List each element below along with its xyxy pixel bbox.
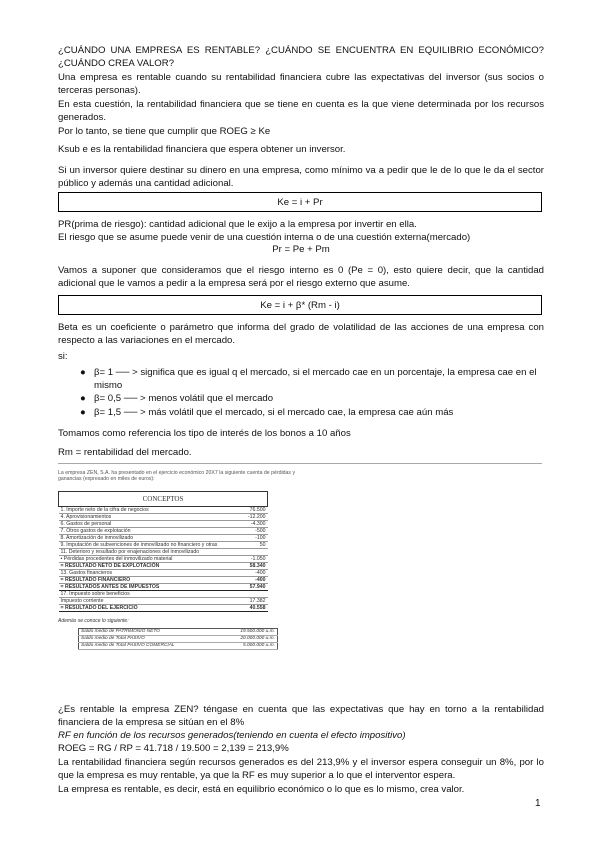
table-row: 4. Aprovisionamientos -12.200 <box>60 513 266 520</box>
paragraph-beta: Beta es un coeficiente o parámetro que informa del grado de volatilidad de las acciones de una empresa con respecto a las variaciones en el mercado. <box>58 322 544 347</box>
bullet-icon: ● <box>80 407 86 418</box>
paragraph-roeg-calc: ROEG = RG / RP = 41.718 / 19.500 = 2,139 = 213,9% <box>58 743 289 754</box>
page-title: ¿CUÁNDO UNA EMPRESA ES RENTABLE? ¿CUÁNDO SE ENCUENTRA EN EQUILIBRIO ECONÓMICO? ¿CUÁNDO CREA VALOR? <box>58 45 544 70</box>
table-header: CONCEPTOS <box>59 491 268 506</box>
bullet-icon: ● <box>80 367 86 378</box>
paragraph-cuestion: En esta cuestión, la rentabilidad financiera que se tiene en cuenta es la que viene determinada por los recursos generados. <box>58 99 544 124</box>
list-item: ● β= 1,5 ── > más volátil que el mercado, si el mercado cae, la empresa cae aún más <box>80 407 454 418</box>
averages-table <box>78 628 278 650</box>
formula-box-beta: Ke = i + β* (Rm - i) <box>58 295 542 315</box>
paragraph-rf: RF en función de los recursos generados(teniendo en cuenta el efecto impositivo) <box>58 730 406 741</box>
table-row: 7. Otros gastos de explotación -500 <box>60 527 266 534</box>
paragraph-ksub: Ksub e es la rentabilidad financiera que espera obtener un inversor. <box>58 144 346 155</box>
list-item: ● β= 0,5 ── > menos volátil que el mercado <box>80 393 274 404</box>
paragraph-riesgo: El riesgo que se asume puede venir de una cuestión interna o de una cuestión externa(mercado) <box>58 232 471 243</box>
table-row: = RESULTADO FINANCIERO -400 <box>60 576 266 583</box>
label-si: si: <box>58 351 68 362</box>
table-row: 8. Amortización de inmovilizado -100 <box>60 534 266 541</box>
table-row: Impuesto corriente 17.382 <box>60 597 266 604</box>
table-row: 13. Gastos financieros -400 <box>60 569 266 576</box>
table-row: 6. Gastos de personal -4.300 <box>60 520 266 527</box>
formula-pr: Pr = Pe + Pm <box>272 244 330 255</box>
income-statement-figure <box>58 470 310 650</box>
page-number: 1 <box>535 798 541 809</box>
figure-note: Además se conoce lo siguiente: <box>58 617 129 624</box>
table-row: Saldo medio de Total PASIVO 20.000.000 u.m. <box>79 635 278 642</box>
figure-intro: La empresa ZEN, S.A. ha presentado en el ejercicio económico 20X7 la siguiente cuenta de pérdidas y ganancias (expresado en miles de euros): <box>58 470 296 483</box>
table-row: 9. Imputación de subvenciones de inmovilizado no financiero y otras 50 <box>60 541 266 548</box>
paragraph-rm: Rm = rentabilidad del mercado. <box>58 447 192 458</box>
table-row: = RESULTADOS ANTES DE IMPUESTOS 57.940 <box>60 583 266 590</box>
table-row: = RESULTADO DEL EJERCICIO 40.558 <box>60 604 266 611</box>
paragraph-final: La empresa es rentable, es decir, está en equilibrio económico o lo que es lo mismo, crea valor. <box>58 784 465 795</box>
divider <box>58 463 542 464</box>
table-row: = RESULTADO NETO DE EXPLOTACIÓN 58.340 <box>60 562 266 569</box>
paragraph-suponer: Vamos a suponer que consideramos que el riesgo interno es 0 (Pe = 0), esto quiere decir, que la cantidad adicional que le vamos a pedir a la empresa será por el riesgo externo que asume. <box>58 265 544 290</box>
paragraph-conclusion: La rentabilidad financiera según recursos generados es del 213,9% y el inversor espera conseguir un 8%, por lo que la empresa es muy rentable, ya que la RF es muy superior a lo que el interventor espera. <box>58 757 544 782</box>
formula-box-ke: Ke = i + Pr <box>58 192 542 212</box>
table-row: 1. Importe neto de la cifra de negocios 76.500 <box>60 506 266 513</box>
income-statement-table <box>58 491 268 612</box>
table-row: Saldo medio de Total PASIVO COMERCIAL 5.000.000 u.m. <box>79 642 278 649</box>
table-row: 17. Impuesto sobre beneficios <box>59 590 268 597</box>
paragraph-prima: PR(prima de riesgo): cantidad adicional que le exijo a la empresa por invertir en ella. <box>58 219 417 230</box>
paragraph-inversor: Si un inversor quiere destinar su dinero en una empresa, como mínimo va a pedir que le de lo que le da el sector público y además una cantidad adicional. <box>58 165 544 190</box>
paragraph-bonos: Tomamos como referencia los tipo de interés de los bonos a 10 años <box>58 428 351 439</box>
list-item: ● β= 1 ── > significa que es igual q el mercado, si el mercado cae en un porcentaje, la empresa cae en el mismo <box>80 367 537 392</box>
table-row: • Pérdidas procedentes del inmovilizado material -1.050 <box>60 555 266 562</box>
paragraph-roeg: Por lo tanto, se tiene que cumplir que ROEG ≥ Ke <box>58 126 271 137</box>
paragraph-question: ¿Es rentable la empresa ZEN? téngase en cuenta que las expectativas que hay en torno a la rentabilidad financiera de la empresa se sitúan en el 8% <box>58 704 544 729</box>
table-row: 11. Deterioro y resultado por enajenaciones del inmovilizado <box>59 548 268 555</box>
paragraph-rentable: Una empresa es rentable cuando su rentabilidad financiera cubre las expectativas del inversor (sus socios o terceras personas). <box>58 72 544 97</box>
bullet-icon: ● <box>80 393 86 404</box>
table-row: Saldo medio de PATRIMONIO NETO 19.500.000 u.m. <box>79 628 278 635</box>
